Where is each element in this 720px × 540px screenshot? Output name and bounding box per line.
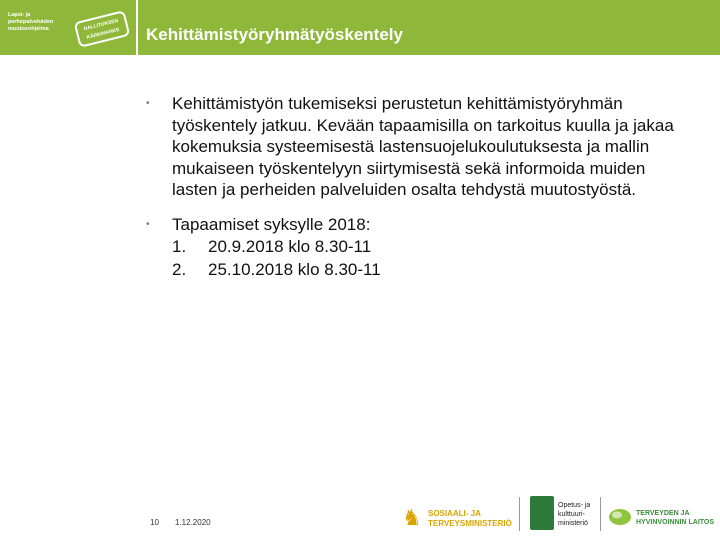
bullet-text: Tapaamiset syksylle 2018: (172, 214, 371, 234)
header-bar (0, 0, 720, 55)
thl-leaf-icon (608, 505, 632, 527)
stm-logo (402, 505, 512, 533)
program-logo (0, 0, 134, 55)
meeting-date-text: 25.10.2018 klo 8.30-11 (208, 260, 381, 279)
okm-emblem-icon (530, 496, 554, 530)
bullet-dot-icon: • (146, 218, 150, 230)
program-logo-text: Lapsi- ja perhepalveluiden muutosohjelma (8, 12, 54, 32)
bullet-item (142, 93, 682, 201)
bullet-list (142, 93, 682, 294)
logo-divider (600, 497, 601, 531)
meeting-dates-list (172, 235, 682, 281)
bullet-item (142, 214, 682, 282)
government-project-stamp: HALLITUKSEN KÄRKIHANKE (74, 10, 131, 48)
okm-logo-text: Opetus- ja kulttuuri-ministeriö (558, 502, 591, 527)
slide-title: Kehittämistyöryhmätyöskentely (146, 25, 403, 44)
page-number: 10 (150, 518, 159, 527)
header-divider (136, 0, 138, 55)
stm-logo-text: SOSIAALI- JA TERVEYSMINISTERIÖ (428, 509, 512, 528)
lion-icon: ♞ (402, 505, 422, 530)
bullet-dot-icon: • (146, 98, 150, 109)
footer-date: 1.12.2020 (175, 518, 211, 527)
okm-logo (530, 496, 600, 532)
thl-logo-text: TERVEYDEN JA HYVINVOINNIN LAITOS (636, 510, 715, 526)
bullet-text: Kehittämistyön tukemiseksi perustetun kehittämistyöryhmän työskentely jatkuu. Kevään tapaamisilla on tarkoitus kuulla ja jakaa kokemuksia systeemisestä lastensuojelukoulutuksesta ja mallin mukaiseen työskentelyyn siirtymisestä sekä informoida muiden lasten ja perheiden palveluiden osalta tehdystä muutostyöstä. (172, 94, 674, 199)
meeting-date-item (172, 258, 682, 281)
logo-divider (519, 497, 520, 531)
thl-logo (608, 503, 718, 531)
meeting-date-text: 20.9.2018 klo 8.30-11 (208, 237, 372, 256)
list-number: 2. (172, 260, 187, 279)
list-number: 1. (172, 237, 187, 256)
meeting-date-item (172, 235, 682, 258)
